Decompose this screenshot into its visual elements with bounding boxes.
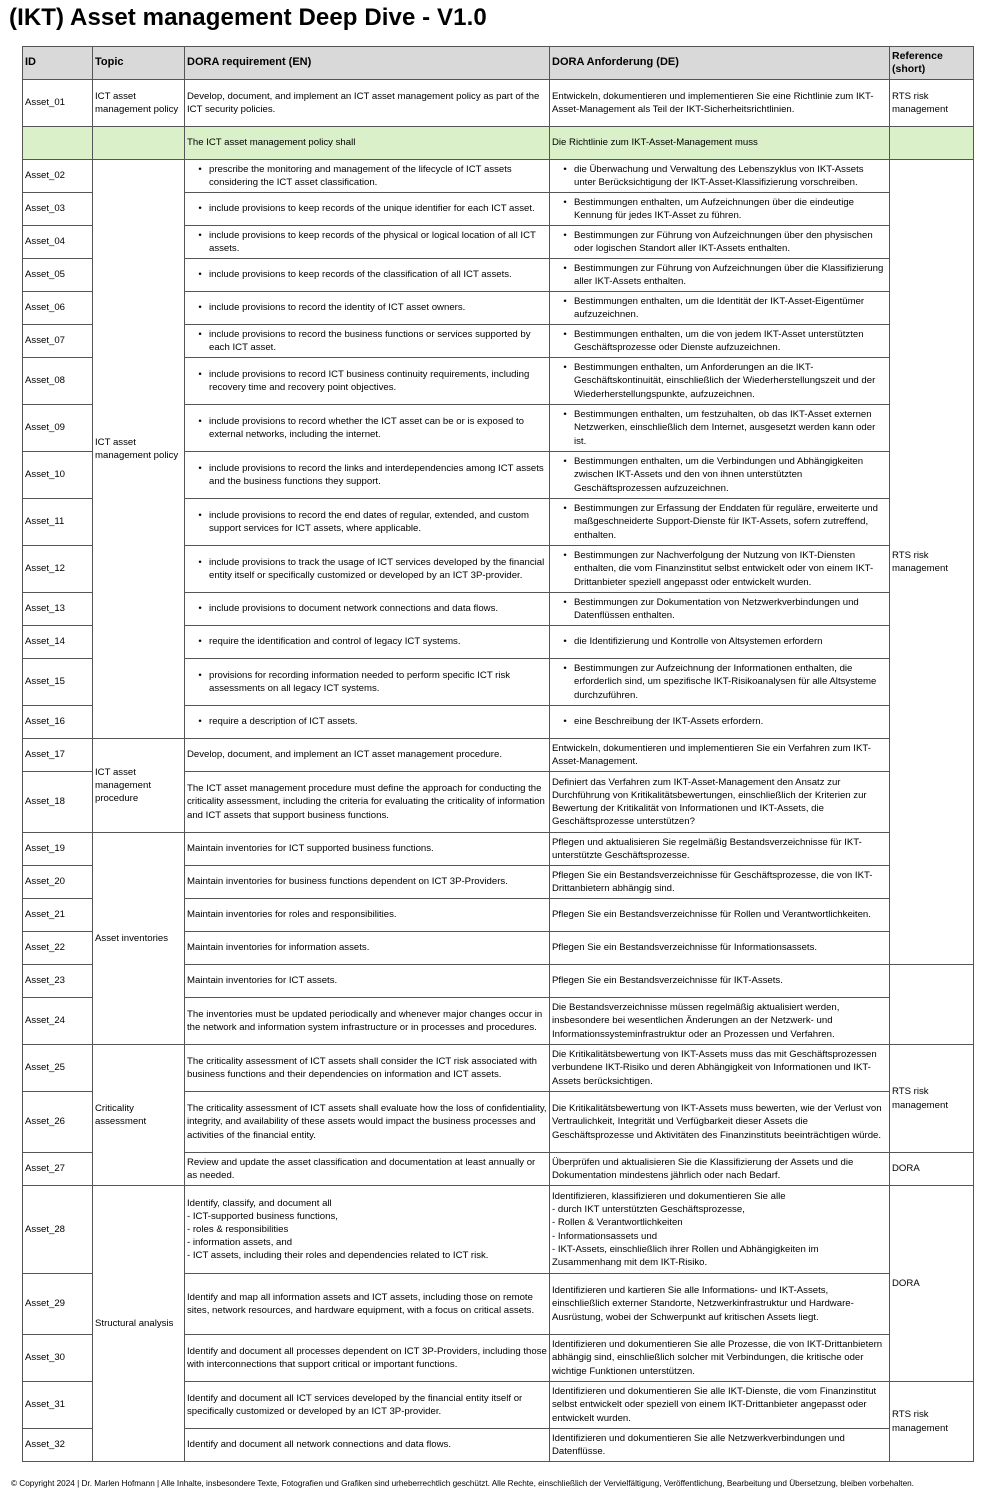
- de-cell: • eine Beschreibung der IKT-Assets erfordern.: [550, 706, 890, 739]
- de-cell: • die Identifizierung und Kontrolle von Altsystemen erfordern: [550, 626, 890, 659]
- header-id: ID: [23, 47, 93, 80]
- de-cell: Pflegen Sie ein Bestandsverzeichnisse für Geschäftsprozesse, die von IKT-Drittanbietern abhängig sind.: [550, 866, 890, 899]
- en-cell: • include provisions to document network connections and data flows.: [185, 593, 550, 626]
- topic-cell: Structural analysis: [93, 1186, 185, 1462]
- de-cell: Pflegen und aktualisieren Sie regelmäßig Bestandsverzeichnisse für IKT-unterstützte Geschäftsprozesse.: [550, 833, 890, 866]
- bullet-icon: •: [563, 456, 567, 468]
- id-cell: Asset_08: [23, 358, 93, 405]
- bullet-icon: •: [563, 328, 567, 340]
- id-cell: Asset_22: [23, 932, 93, 965]
- id-cell: Asset_02: [23, 160, 93, 193]
- requirements-table: [22, 46, 974, 1462]
- de-cell: • Bestimmungen enthalten, um die von jedem IKT-Asset unterstützten Geschäftsprozesse oder Dienste aufzuzeichnen.: [550, 325, 890, 358]
- id-cell: Asset_09: [23, 405, 93, 452]
- de-cell: • Bestimmungen zur Erfassung der Enddaten für reguläre, erweiterte und maßgeschneiderte Support-Dienste für IKT-Assets, sofern zutreffend, enthalten.: [550, 499, 890, 546]
- bullet-icon: •: [563, 409, 567, 421]
- id-cell: Asset_16: [23, 706, 93, 739]
- bullet-icon: •: [198, 603, 202, 615]
- bullet-icon: •: [198, 163, 202, 175]
- id-cell: Asset_30: [23, 1335, 93, 1382]
- reference-cell: RTS risk management: [890, 1045, 974, 1153]
- en-cell: • include provisions to record ICT business continuity requirements, including recovery time and recovery point objectives.: [185, 358, 550, 405]
- en-cell: Identify and document all processes dependent on ICT 3P-Providers, including those with interconnections that support critical or important functions.: [185, 1335, 550, 1382]
- bullet-icon: •: [563, 596, 567, 608]
- id-cell: Asset_32: [23, 1429, 93, 1462]
- en-cell: • include provisions to record whether the ICT asset can be or is exposed to external networks, including the internet.: [185, 405, 550, 452]
- table-row: [23, 80, 974, 127]
- topic-cell: Asset inventories: [93, 833, 185, 1045]
- de-cell: • Bestimmungen enthalten, um festzuhalten, ob das IKT-Asset externen Netzwerken, einschließlich dem Internet, ausgesetzt werden kann oder ist.: [550, 405, 890, 452]
- en-cell: • provisions for recording information needed to perform specific ICT risk assessments on all legacy ICT systems.: [185, 659, 550, 706]
- de-cell: • Bestimmungen enthalten, um Anforderungen an die IKT-Geschäftskontinuität, einschließlich der Wiederherstellungszeit und der Wiederherstellungspunkte, aufzuzeichnen.: [550, 358, 890, 405]
- id-cell: Asset_06: [23, 292, 93, 325]
- de-cell: Die Kritikalitätsbewertung von IKT-Assets muss bewerten, wie der Verlust von Vertraulichkeit, Integrität und Verfügbarkeit dieser Assets die Geschäftsprozesse und Aktivitäten des Finanzinstituts beeinträchtigen würde.: [550, 1092, 890, 1153]
- en-cell: The ICT asset management policy shall: [185, 127, 550, 160]
- id-cell: Asset_26: [23, 1092, 93, 1153]
- de-cell: • die Überwachung und Verwaltung des Lebenszyklus von IKT-Assets unter Berücksichtigung der IKT-Asset-Klassifizierung vorschreiben.: [550, 160, 890, 193]
- de-cell: Identifizieren und dokumentieren Sie alle Prozesse, die von IKT-Drittanbietern abhängig sind, einschließlich solcher mit Verbindungen, die kritische oder wichtige Funktionen unterstützen.: [550, 1335, 890, 1382]
- de-cell: • Bestimmungen zur Aufzeichnung der Informationen enthalten, die erforderlich sind, um spezifische IKT-Risikoanalysen für alle Altsysteme durchzuführen.: [550, 659, 890, 706]
- en-cell: The criticality assessment of ICT assets shall evaluate how the loss of confidentiality, integrity, and availability of these assets would impact the business processes and activities of the financial entity.: [185, 1092, 550, 1153]
- id-cell: Asset_15: [23, 659, 93, 706]
- table-row: [23, 833, 974, 866]
- reference-cell: DORA: [890, 1186, 974, 1382]
- id-cell: Asset_07: [23, 325, 93, 358]
- topic-cell: ICT asset management policy: [93, 80, 185, 127]
- de-cell: Identifizieren und kartieren Sie alle Informations- und IKT-Assets, einschließlich externer Standorte, Netzwerkinfrastruktur und Hardware-Ausrüstung, wobei der Schwerpunkt auf kritischen Assets liegt.: [550, 1274, 890, 1335]
- header-en: DORA requirement (EN): [185, 47, 550, 80]
- de-cell: Pflegen Sie ein Bestandsverzeichnisse für IKT-Assets.: [550, 965, 890, 998]
- de-cell: Entwickeln, dokumentieren und implementieren Sie ein Verfahren zum IKT-Asset-Management.: [550, 739, 890, 772]
- en-cell: • require a description of ICT assets.: [185, 706, 550, 739]
- en-cell: Identify and document all network connections and data flows.: [185, 1429, 550, 1462]
- reference-cell: RTS risk management: [890, 1382, 974, 1462]
- id-cell: Asset_23: [23, 965, 93, 998]
- en-cell: • include provisions to track the usage of ICT services developed by the financial entity itself or specifically customized or developed by an ICT 3P-provider.: [185, 546, 550, 593]
- de-cell: • Bestimmungen enthalten, um die Identität der IKT-Asset-Eigentümer aufzuzeichnen.: [550, 292, 890, 325]
- en-cell: • include provisions to keep records of the unique identifier for each ICT asset.: [185, 193, 550, 226]
- id-cell: Asset_25: [23, 1045, 93, 1092]
- bullet-icon: •: [198, 229, 202, 241]
- bullet-icon: •: [563, 262, 567, 274]
- bullet-icon: •: [198, 415, 202, 427]
- id-cell: Asset_14: [23, 626, 93, 659]
- de-cell: Überprüfen und aktualisieren Sie die Klassifizierung der Assets und die Dokumentation mindestens jährlich oder nach Bedarf.: [550, 1153, 890, 1186]
- bullet-icon: •: [198, 716, 202, 728]
- bullet-icon: •: [563, 503, 567, 515]
- en-cell: Maintain inventories for roles and responsibilities.: [185, 899, 550, 932]
- id-cell: Asset_03: [23, 193, 93, 226]
- id-cell: Asset_29: [23, 1274, 93, 1335]
- de-cell: Pflegen Sie ein Bestandsverzeichnisse für Informationsassets.: [550, 932, 890, 965]
- copyright-footer: © Copyright 2024 | Dr. Marlen Hofmann | Alle Inhalte, insbesondere Texte, Fotografien und Grafiken sind urheberrechtlich geschützt. Alle Rechte, einschließlich der Vervielfältigung, Veröffentlichung, Bearbeitung und Übersetzung, bleiben vorbehalten.: [11, 1479, 914, 1488]
- table-row: [23, 739, 974, 772]
- table-header-row: [23, 47, 974, 80]
- id-cell: Asset_24: [23, 998, 93, 1045]
- en-cell: The inventories must be updated periodically and whenever major changes occur in the network and information system infrastructure or in processes and procedures.: [185, 998, 550, 1045]
- de-cell: • Bestimmungen zur Führung von Aufzeichnungen über den physischen oder logischen Standort aller IKT-Assets enthalten.: [550, 226, 890, 259]
- id-cell: Asset_12: [23, 546, 93, 593]
- page-title: (IKT) Asset management Deep Dive - V1.0: [9, 4, 487, 31]
- id-cell: Asset_20: [23, 866, 93, 899]
- en-cell: • include provisions to keep records of the physical or logical location of all ICT assets.: [185, 226, 550, 259]
- bullet-icon: •: [563, 229, 567, 241]
- en-cell: • require the identification and control of legacy ICT systems.: [185, 626, 550, 659]
- id-cell: Asset_05: [23, 259, 93, 292]
- id-cell: Asset_04: [23, 226, 93, 259]
- topic-cell: ICT asset management policy: [93, 160, 185, 739]
- en-cell: The ICT asset management procedure must define the approach for conducting the criticality assessment, including the criteria for evaluating the criticality of information and ICT assets that support business functions.: [185, 772, 550, 833]
- id-cell: Asset_17: [23, 739, 93, 772]
- id-cell: Asset_27: [23, 1153, 93, 1186]
- bullet-icon: •: [198, 203, 202, 215]
- de-cell: • Bestimmungen enthalten, um Aufzeichnungen über die eindeutige Kennung für jedes IKT-Asset zu führen.: [550, 193, 890, 226]
- reference-cell: RTS risk management: [890, 160, 974, 965]
- reference-cell: RTS risk management: [890, 80, 974, 127]
- header-reference: Reference (short): [890, 47, 974, 80]
- bullet-icon: •: [198, 328, 202, 340]
- en-cell: • prescribe the monitoring and management of the lifecycle of ICT assets considering the ICT asset classification.: [185, 160, 550, 193]
- id-cell: Asset_01: [23, 80, 93, 127]
- de-cell: Identifizieren, klassifizieren und dokumentieren Sie alle - durch IKT unterstützten Geschäftsprozesse, - Rollen & Verantwortlichkeiten - Informationsassets und - IKT-Assets, einschließlich ihrer Rollen und Abhängigkeiten im Zusammenhang mit dem IKT-Risiko.: [550, 1186, 890, 1274]
- en-cell: • include provisions to record the end dates of regular, extended, and custom support services for ICT assets, where applicable.: [185, 499, 550, 546]
- reference-cell: DORA: [890, 1153, 974, 1186]
- en-cell: • include provisions to record the identity of ICT asset owners.: [185, 292, 550, 325]
- header-de: DORA Anforderung (DE): [550, 47, 890, 80]
- bullet-icon: •: [198, 556, 202, 568]
- en-cell: The criticality assessment of ICT assets shall consider the ICT risk associated with business functions and their dependencies on information and ICT assets.: [185, 1045, 550, 1092]
- bullet-icon: •: [563, 550, 567, 562]
- en-cell: Maintain inventories for information assets.: [185, 932, 550, 965]
- en-cell: Develop, document, and implement an ICT asset management policy as part of the ICT security policies.: [185, 80, 550, 127]
- en-cell: Develop, document, and implement an ICT asset management procedure.: [185, 739, 550, 772]
- id-cell: Asset_31: [23, 1382, 93, 1429]
- bullet-icon: •: [198, 269, 202, 281]
- bullet-icon: •: [198, 509, 202, 521]
- de-cell: • Bestimmungen zur Nachverfolgung der Nutzung von IKT-Diensten enthalten, die vom Finanzinstitut selbst entwickelt oder von einem IKT-Drittanbieter speziell angepasst oder entwickelt wurden.: [550, 546, 890, 593]
- header-topic: Topic: [93, 47, 185, 80]
- en-cell: • include provisions to keep records of the classification of all ICT assets.: [185, 259, 550, 292]
- bullet-icon: •: [198, 302, 202, 314]
- bullet-icon: •: [563, 636, 567, 648]
- en-cell: Review and update the asset classification and documentation at least annually or as needed.: [185, 1153, 550, 1186]
- de-cell: • Bestimmungen enthalten, um die Verbindungen und Abhängigkeiten zwischen IKT-Assets und den von ihnen unterstützten Geschäftsprozessen aufzuzeichnen.: [550, 452, 890, 499]
- id-cell: Asset_11: [23, 499, 93, 546]
- id-cell: Asset_13: [23, 593, 93, 626]
- de-cell: • Bestimmungen zur Führung von Aufzeichnungen über die Klassifizierung aller IKT-Assets enthalten.: [550, 259, 890, 292]
- topic-cell: ICT asset management procedure: [93, 739, 185, 833]
- de-cell: Pflegen Sie ein Bestandsverzeichnisse für Rollen und Verantwortlichkeiten.: [550, 899, 890, 932]
- bullet-icon: •: [563, 663, 567, 675]
- en-cell: Maintain inventories for business functions dependent on ICT 3P-Providers.: [185, 866, 550, 899]
- id-cell: Asset_21: [23, 899, 93, 932]
- en-cell: • include provisions to record the business functions or services supported by each ICT asset.: [185, 325, 550, 358]
- bullet-icon: •: [563, 163, 567, 175]
- de-cell: Die Richtlinie zum IKT-Asset-Management muss: [550, 127, 890, 160]
- table-row: [23, 1186, 974, 1274]
- en-cell: Identify and document all ICT services developed by the financial entity itself or specifically customized or developed by an ICT 3P-provider.: [185, 1382, 550, 1429]
- de-cell: • Bestimmungen zur Dokumentation von Netzwerkverbindungen und Datenflüssen enthalten.: [550, 593, 890, 626]
- bullet-icon: •: [563, 362, 567, 374]
- topic-cell: Criticality assessment: [93, 1045, 185, 1186]
- bullet-icon: •: [563, 295, 567, 307]
- bullet-icon: •: [198, 669, 202, 681]
- en-cell: Maintain inventories for ICT assets.: [185, 965, 550, 998]
- bullet-icon: •: [198, 636, 202, 648]
- id-cell: Asset_28: [23, 1186, 93, 1274]
- de-cell: Definiert das Verfahren zum IKT-Asset-Management den Ansatz zur Durchführung von Kritikalitätsbewertungen, einschließlich der Kriterien zur Bewertung der Kritikalität von Informationen und IKT-Assets, die Geschäftsprozesse unterstützen?: [550, 772, 890, 833]
- policy-intro-row: [23, 127, 974, 160]
- en-cell: Maintain inventories for ICT supported business functions.: [185, 833, 550, 866]
- id-cell: Asset_19: [23, 833, 93, 866]
- table-row: [23, 160, 974, 193]
- id-cell: Asset_10: [23, 452, 93, 499]
- bullet-icon: •: [563, 196, 567, 208]
- de-cell: Entwickeln, dokumentieren und implementieren Sie eine Richtlinie zum IKT-Asset-Management als Teil der IKT-Sicherheitsrichtlinien.: [550, 80, 890, 127]
- de-cell: Die Bestandsverzeichnisse müssen regelmäßig aktualisiert werden, insbesondere bei wesentlichen Änderungen an der Netzwerk- und Informationssysteminfrastruktur oder an Prozessen und Verfahren.: [550, 998, 890, 1045]
- de-cell: Identifizieren und dokumentieren Sie alle IKT-Dienste, die vom Finanzinstitut selbst entwickelt oder speziell von einem IKT-Drittanbieter angepasst oder entwickelt wurden.: [550, 1382, 890, 1429]
- bullet-icon: •: [198, 462, 202, 474]
- en-cell: Identify, classify, and document all - ICT-supported business functions, - roles & responsibilities - information assets, and - ICT assets, including their roles and dependencies related to ICT risk.: [185, 1186, 550, 1274]
- bullet-icon: •: [563, 716, 567, 728]
- table-row: [23, 1045, 974, 1092]
- id-cell: Asset_18: [23, 772, 93, 833]
- bullet-icon: •: [198, 368, 202, 380]
- de-cell: Die Kritikalitätsbewertung von IKT-Assets muss das mit Geschäftsprozessen verbundene IKT-Risiko und deren Abhängigkeit von Informationen und IKT-Assets berücksichtigen.: [550, 1045, 890, 1092]
- en-cell: Identify and map all information assets and ICT assets, including those on remote sites, network resources, and hardware equipment, with a focus on critical assets.: [185, 1274, 550, 1335]
- en-cell: • include provisions to record the links and interdependencies among ICT assets and the business functions they support.: [185, 452, 550, 499]
- de-cell: Identifizieren und dokumentieren Sie alle Netzwerkverbindungen und Datenflüsse.: [550, 1429, 890, 1462]
